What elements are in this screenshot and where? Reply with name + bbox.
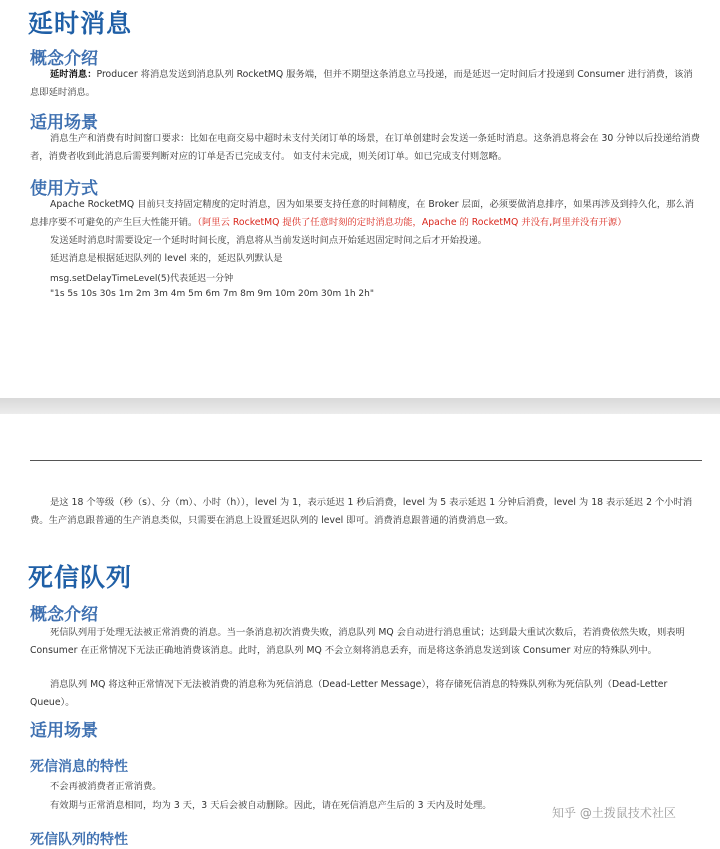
- usage-text-1-note: （阿里云 RocketMQ 提供了任意时刻的定时消息功能，Apache 的 RocketMQ 并没有,阿里并没有开源）: [197, 217, 627, 228]
- paragraph-dlq-concept-1: 死信队列用于处理无法被正常消费的消息。当一条消息初次消费失败，消息队列 MQ 会自动进行消息重试；达到最大重试次数后，若消费依然失败，则表明 Consumer 在正常情况下无法正确地消费该消息。此时，消息队列 MQ 不会立刻将消息丢弃，而是将这条消息发送到该 Consumer 对应的特殊队列中。: [30, 627, 685, 656]
- watermark: 知乎 @土拨鼠技术社区: [552, 806, 676, 820]
- code-line-1: msg.setDelayTimeLevel(5)代表延迟一分钟: [50, 274, 234, 284]
- section-title-delay-message: 延时消息: [28, 9, 133, 38]
- page-gap: [0, 398, 720, 414]
- heading-dlq-concept: 概念介绍: [30, 605, 98, 625]
- section-title-dead-letter-queue: 死信队列: [28, 563, 133, 592]
- feature-item-2: 有效期与正常消息相同，均为 3 天，3 天后会被自动删除。因此，请在死信消息产生后的 3 天内及时处理。: [50, 800, 492, 811]
- heading-dead-letter-message-features: 死信消息的特性: [30, 759, 128, 775]
- concept-text: Producer 将消息发送到消息队列 RocketMQ 服务端，但并不期望这条消息立马投递，而是延迟一定时间后才投递到 Consumer 进行消费，该消息即延时消息。: [30, 69, 693, 98]
- document-page-1: [0, 0, 720, 398]
- heading-concept: 概念介绍: [30, 49, 98, 69]
- paragraph-usage-1: [30, 196, 702, 232]
- code-line-2: "1s 5s 10s 30s 1m 2m 3m 4m 5m 6m 7m 8m 9m 10m 20m 30m 1h 2h": [50, 289, 374, 299]
- heading-usage: 使用方式: [30, 179, 98, 199]
- paragraph-usage-3: 延迟消息是根据延迟队列的 level 来的，延迟队列默认是: [50, 253, 283, 264]
- page-divider: [30, 460, 702, 461]
- heading-dlq-scenario: 适用场景: [30, 721, 98, 741]
- paragraph-usage-2: 发送延时消息时需要设定一个延时时间长度，消息将从当前发送时间点开始延迟固定时间之后才开始投递。: [50, 235, 487, 246]
- paragraph-scenario: 消息生产和消费有时间窗口要求：比如在电商交易中超时未支付关闭订单的场景，在订单创建时会发送一条延时消息。这条消息将会在 30 分钟以后投递给消费者，消费者收到此消息后需要判断对应的订单是否已完成支付。 如支付未完成，则关闭订单。如已完成支付则忽略。: [30, 133, 700, 162]
- paragraph-dlq-concept-2: 消息队列 MQ 将这种正常情况下无法被消费的消息称为死信消息（Dead-Letter Message），将存储死信消息的特殊队列称为死信队列（Dead-Letter Queue）。: [30, 679, 668, 708]
- paragraph-concept: [30, 66, 702, 102]
- feature-item-1: 不会再被消费者正常消费。: [50, 781, 162, 792]
- heading-dead-letter-queue-features: 死信队列的特性: [30, 832, 128, 848]
- document-page-2: [0, 414, 720, 848]
- paragraph-continuation: 是这 18 个等级（秒（s）、分（m）、小时（h）），level 为 1，表示延迟 1 秒后消费，level 为 5 表示延迟 1 分钟后消费，level 为 18 表示延迟 2 个小时消费。生产消息跟普通的生产消息类似，只需要在消息上设置延迟队列的 level 即可。消费消息跟普通的消费消息一致。: [30, 497, 693, 526]
- term-delay-message: 延时消息：: [50, 69, 97, 80]
- usage-text-1: Apache RocketMQ 目前只支持固定精度的定时消息，因为如果要支持任意的时间精度，在 Broker 层面，必须要做消息排序，如果再涉及到持久化，那么消息排序要不可避免的产生巨大性能开销。: [30, 199, 695, 228]
- heading-scenario: 适用场景: [30, 113, 98, 133]
